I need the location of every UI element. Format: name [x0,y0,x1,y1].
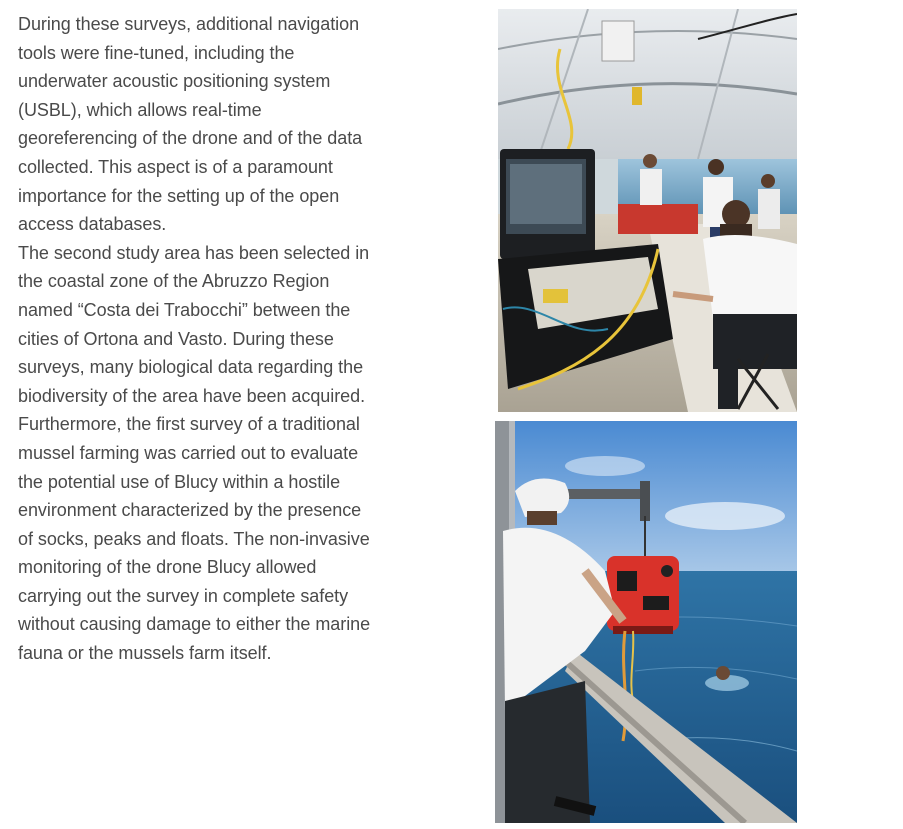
photo-control-station [498,9,797,412]
photo-control-station-image [498,9,797,412]
article-paragraph-2: The second study area has been selected in the coastal zone of the Abruzzo Region named “Costa dei Trabocchi” between the cities of Ortona and Vasto. During these surveys, many biological data regarding the biodiversity of the area have been acquired. Furthermore, the first survey of a traditional mussel farming was carried out to evaluate the potential use of Blucy within a hostile environment characterized by the presence of socks, peaks and floats. The non-invasive monitoring of the drone Blucy allowed carrying out the survey in complete safety without causing damage to either the marine fauna or the mussels farm itself. [18,242,371,664]
photo-drone-deployment [495,421,797,823]
photo-drone-deployment-image [495,421,797,823]
article-paragraph-1: During these surveys, additional navigation tools were fine-tuned, including the underwater acoustic positioning system (USBL), which allows real-time georeferencing of the drone and of the data collected. This aspect is of a paramount importance for the setting up of the open access databases. [18,14,363,235]
article-text [18,10,373,668]
